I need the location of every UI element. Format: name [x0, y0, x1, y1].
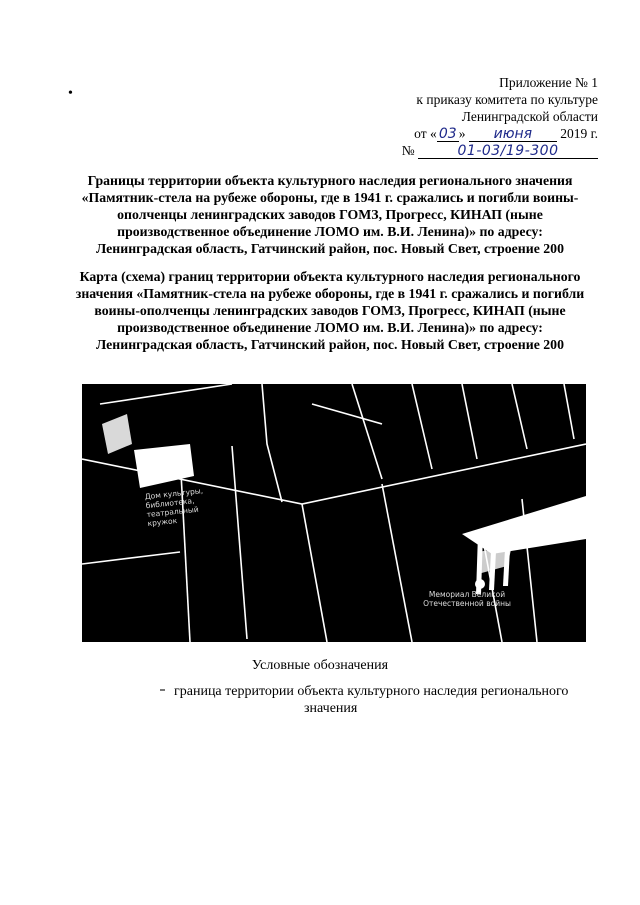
- stray-mark: •: [68, 86, 73, 101]
- road-line: [82, 552, 180, 564]
- date-year: 2019 г.: [560, 126, 598, 141]
- map-label-memorial: Мемориал Великой Отечественной войны: [423, 590, 511, 608]
- map-title: Карта (схема) границ территории объекта культурного наследия регионального значения «Памятник-стела на рубеже обороны, где в 1941 г. сражались и погибли воины-ополченцы ленинградских заводов ГОМЗ, Прогресс, КИНАП (ныне производственное объединение ЛОМО им. В.И. Ленина)» по адресу: Ленинградская область, Гатчинский район, пос. Новый Свет, строение 200: [75, 269, 585, 352]
- order-date: от « 03 » июня 2019 г.: [414, 126, 598, 142]
- territory-map: [82, 384, 586, 642]
- handwritten-month: июня: [469, 127, 557, 142]
- parcel-line: [382, 484, 412, 642]
- parcel-line: [564, 384, 574, 439]
- parcel-line: [412, 384, 432, 469]
- region-line: Ленинградской области: [461, 109, 598, 124]
- parcel-line: [352, 384, 382, 479]
- parcel-line: [312, 404, 382, 424]
- legend-title: Условные обозначения: [251, 658, 389, 673]
- handwritten-number: 01-03/19-300: [418, 144, 598, 159]
- order-number: № 01-03/19-300: [348, 142, 598, 159]
- order-line: к приказу комитета по культуре: [416, 92, 598, 107]
- parcel-line: [512, 384, 527, 449]
- building-shape: [102, 414, 132, 454]
- appendix-header: [348, 74, 598, 159]
- document-title: Границы территории объекта культурного наследия регионального значения «Памятник-стела на рубеже обороны, где в 1941 г. сражались и погибли воины-ополченцы ленинградских заводов ГОМЗ, Прогресс, КИНАП (ныне производственное объединение ЛОМО им. В.И. Ленина)» по адресу: Ленинградская область, Гатчинский район, пос. Новый Свет, строение 200: [81, 173, 579, 256]
- handwritten-day: 03: [437, 127, 459, 142]
- map-label-house-of-culture: Дом культуры, библиотека, театральный кружок: [144, 486, 204, 529]
- legend-item: [150, 683, 590, 717]
- legend-item-text-line2: значения: [304, 701, 358, 716]
- boundary-line-symbol: [160, 689, 165, 691]
- parcel-line: [462, 384, 477, 459]
- parcel-line: [302, 504, 327, 642]
- building-shape: [134, 444, 194, 488]
- road-line: [262, 384, 282, 502]
- legend-item-text-line1: граница территории объекта культурного наследия регионального: [174, 684, 569, 699]
- road-line: [180, 454, 190, 642]
- road-line: [232, 446, 247, 639]
- appendix-number: Приложение № 1: [499, 75, 598, 90]
- road-line: [100, 384, 232, 404]
- memorial-marker: [475, 579, 485, 589]
